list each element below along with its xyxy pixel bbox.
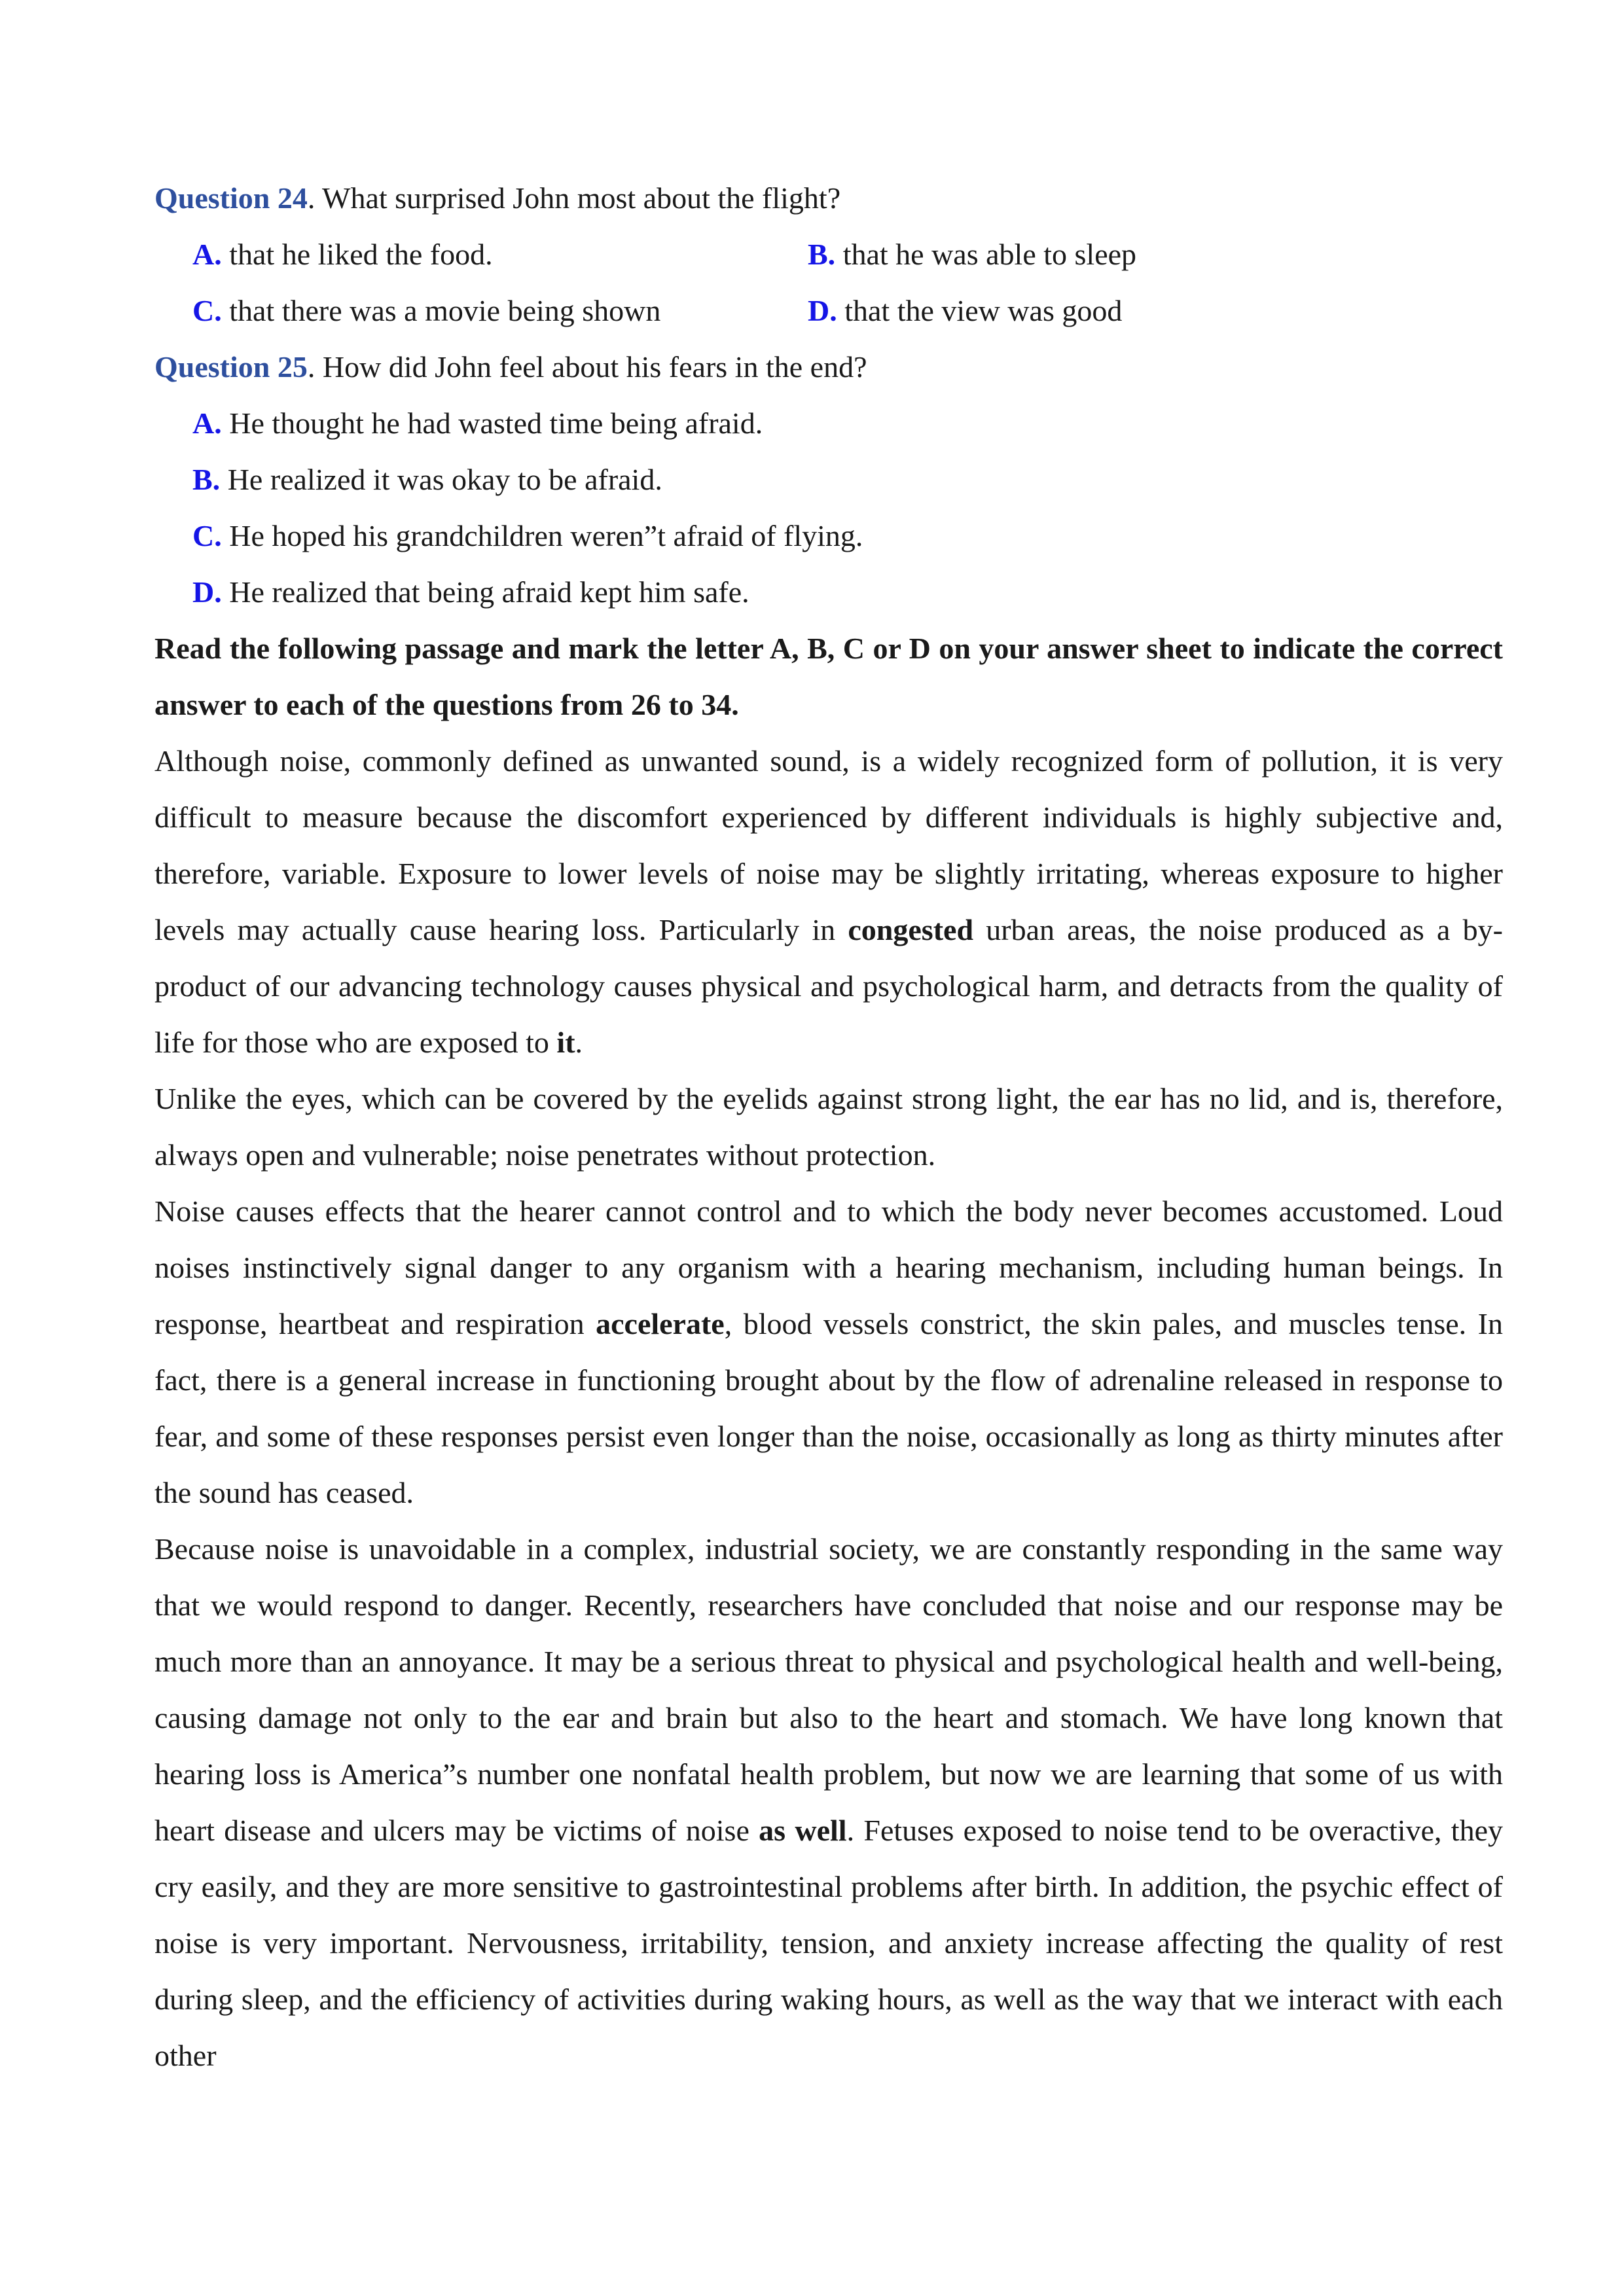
passage-paragraph-2: Unlike the eyes, which can be covered by the eyelids against strong light, the ear has no lid, and is, therefore, always open and vulnerable; noise penetrates without protection.	[154, 1082, 1503, 1172]
paragraph-text: .	[575, 1026, 583, 1059]
option-letter: B.	[808, 238, 836, 271]
passage-paragraph-3	[154, 1183, 1503, 1521]
option-text: He realized that being afraid kept him safe.	[221, 575, 749, 609]
option-text: that he liked the food.	[221, 238, 493, 271]
question-24-options-row-2	[154, 283, 1503, 339]
question-24-text: . What surprised John most about the flight?	[307, 181, 841, 215]
highlighted-word-congested: congested	[848, 913, 974, 946]
option-text: that there was a movie being shown	[221, 294, 661, 327]
option-text: that he was able to sleep	[835, 238, 1137, 271]
paragraph-text: urban areas, the noise produced as a by-product of our advancing technology causes physical and psychological harm, and detracts from the quality of life for those who are exposed to	[154, 913, 1503, 1059]
question-25-option-d[interactable]	[154, 564, 1503, 620]
question-25-option-c[interactable]	[154, 508, 1503, 564]
question-24	[154, 170, 1503, 226]
question-24-option-a[interactable]	[192, 226, 808, 283]
highlighted-word-accelerate: accelerate	[596, 1307, 725, 1340]
question-24-option-b[interactable]	[808, 226, 1423, 283]
question-24-option-c[interactable]	[192, 283, 808, 339]
option-text: He thought he had wasted time being afraid.	[221, 406, 763, 440]
option-text: that the view was good	[837, 294, 1123, 327]
question-25-label: Question 25	[154, 350, 308, 384]
option-letter: D.	[808, 294, 837, 327]
paragraph-text: Noise causes effects that the hearer cannot control and to which the body never becomes accustomed. Loud noises instinctively signal danger to any organism with a hearing mechanism, including human beings. In response, heartbeat and respiration	[154, 1194, 1503, 1340]
paragraph-text: Because noise is unavoidable in a complex, industrial society, we are constantly responding in the same way that we would respond to danger. Recently, researchers have concluded that noise and our response may be much more than an annoyance. It may be a serious threat to physical and psychological health and well-being, causing damage not only to the ear and brain but also to the heart and stomach. We have long known that hearing loss is America”s number one nonfatal health problem, but now we are learning that some of us with heart disease and ulcers may be victims of noise	[154, 1532, 1503, 1847]
reading-instruction: Read the following passage and mark the letter A, B, C or D on your answer sheet to indicate the correct answer to each of the questions from 26 to 34.	[154, 632, 1503, 721]
question-24-option-d[interactable]	[808, 283, 1423, 339]
question-25-option-b[interactable]	[154, 452, 1503, 508]
passage-paragraph-4	[154, 1521, 1503, 2084]
passage-paragraph-1	[154, 733, 1503, 1071]
question-25-option-a[interactable]	[154, 395, 1503, 452]
question-25-text: . How did John feel about his fears in the end?	[307, 350, 867, 384]
paragraph-text: Although noise, commonly defined as unwanted sound, is a widely recognized form of pollution, it is very difficult to measure because the discomfort experienced by different individuals is highly subjective and, therefore, variable. Exposure to lower levels of noise may be slightly irritating, whereas exposure to higher levels may actually cause hearing loss. Particularly in	[154, 744, 1503, 946]
option-letter: B.	[192, 463, 221, 496]
paragraph-text: , blood vessels constrict, the skin pales, and muscles tense. In fact, there is a general increase in functioning brought about by the flow of adrenaline released in response to fear, and some of these responses persist even longer than the noise, occasionally as long as thirty minutes after the sound has ceased.	[154, 1307, 1503, 1509]
option-letter: A.	[192, 406, 222, 440]
highlighted-word-it: it	[556, 1026, 575, 1059]
option-letter: D.	[192, 575, 222, 609]
option-letter: A.	[192, 238, 222, 271]
highlighted-word-as-well: as well	[759, 1814, 847, 1847]
paragraph-text: . Fetuses exposed to noise tend to be overactive, they cry easily, and they are more sensitive to gastrointestinal problems after birth. In addition, the psychic effect of noise is very important. Nervousness, irritability, tension, and anxiety increase affecting the quality of rest during sleep, and the efficiency of activities during waking hours, as well as the way that we interact with each other	[154, 1814, 1503, 2072]
option-letter: C.	[192, 519, 222, 552]
question-24-options-row-1	[154, 226, 1503, 283]
option-text: He hoped his grandchildren weren”t afraid of flying.	[221, 519, 863, 552]
option-letter: C.	[192, 294, 222, 327]
document-page	[154, 170, 1503, 2084]
option-text: He realized it was okay to be afraid.	[220, 463, 662, 496]
question-25	[154, 339, 1503, 395]
question-24-label: Question 24	[154, 181, 308, 215]
